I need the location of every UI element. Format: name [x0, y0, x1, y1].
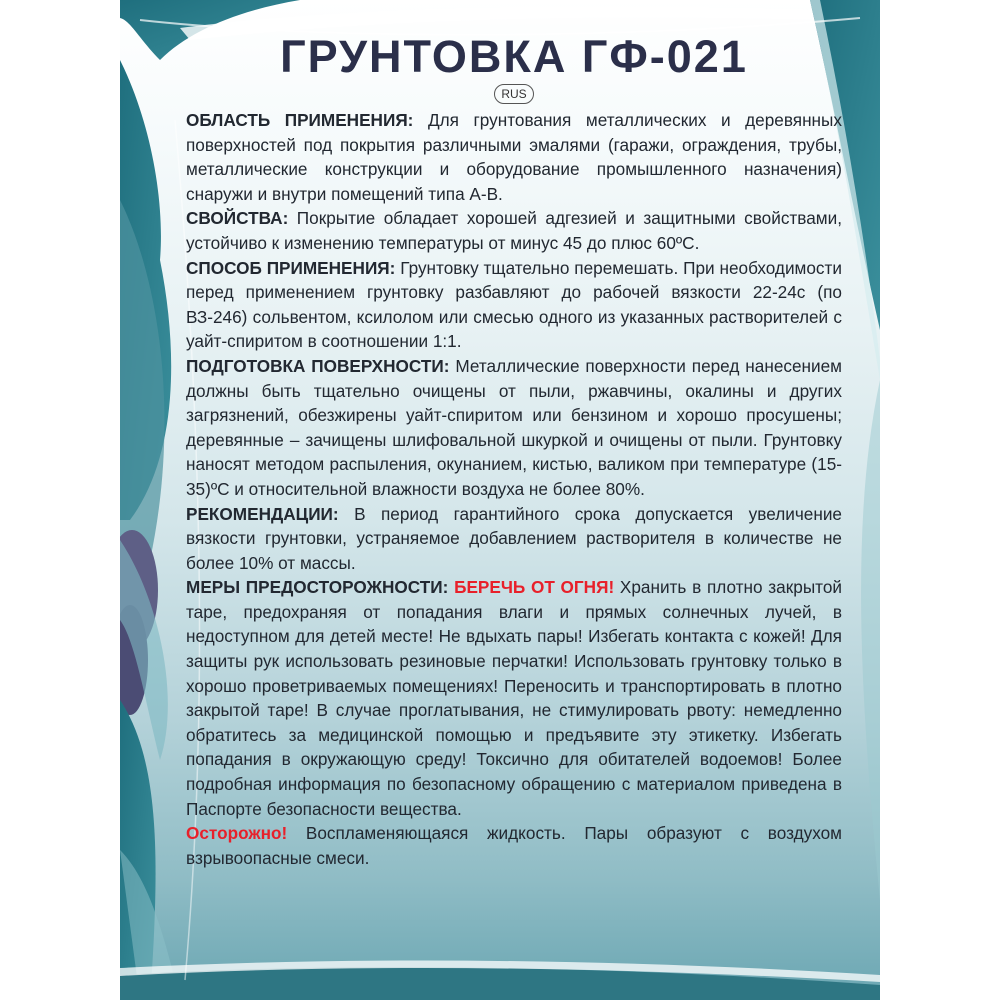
section-application	[186, 108, 842, 206]
section-heading: РЕКОМЕНДАЦИИ:	[186, 503, 339, 524]
caution-warning: Осторожно!	[186, 823, 288, 844]
section-properties	[186, 206, 842, 255]
language-badge-row	[186, 84, 842, 108]
section-method	[186, 256, 842, 354]
section-text: Грунтовку тщательно перемешать. При необходимости перед применением грунтовку разбавляют до рабочей вязкости 22-24с (по ВЗ-246) сольвентом, ксилолом или смесью одного из указанных растворителей с уайт-спиритом в соотношении 1:1.	[186, 257, 842, 352]
section-text: В период гарантийного срока допускается увеличение вязкости грунтовки, устраняемое добавлением растворителя в количестве не более 10% от массы.	[186, 503, 842, 573]
section-caution	[186, 821, 842, 870]
section-heading: ОБЛАСТЬ ПРИМЕНЕНИЯ:	[186, 110, 414, 130]
label-content	[186, 30, 842, 870]
section-text: Покрытие обладает хорошей адгезией и защитными свойствами, устойчиво к изменению температуры от минус 45 до плюс 60ºС.	[186, 208, 842, 253]
section-heading: МЕРЫ ПРЕДОСТОРОЖНОСТИ:	[186, 577, 449, 598]
section-heading: СПОСОБ ПРИМЕНЕНИЯ:	[186, 257, 396, 278]
section-text: Для грунтования металлических и деревянных поверхностей под покрытия различными эмалями (гаражи, ограждения, трубы, металлические конструкции и оборудование промышленного назначения) снаружи и внутри помещений типа А-В.	[186, 110, 842, 204]
product-title: ГРУНТОВКА ГФ-021	[280, 31, 748, 82]
section-text: Воспламеняющаяся жидкость. Пары образуют с воздухом взрывоопасные смеси.	[186, 823, 842, 868]
fire-warning: БЕРЕЧЬ ОТ ОГНЯ!	[448, 577, 615, 598]
section-heading: ПОДГОТОВКА ПОВЕРХНОСТИ:	[186, 355, 450, 376]
language-badge: RUS	[494, 84, 533, 104]
section-precautions	[186, 575, 842, 821]
section-text: Хранить в плотно закрытой таре, предохраняя от попадания влаги и прямых солнечных лучей, в недоступном для детей месте! Не вдыхать пары! Избегать контакта с кожей! Для защиты рук использовать резиновые перчатки! Использовать грунтовку только в хорошо проветриваемых помещениях! Переносить и транспортировать в плотно закрытой таре! В случае проглатывания, не стимулировать рвоту: немедленно обратитесь за медицинской помощью и предъявите эту этикетку. Избегать попадания в окружающую среду! Токсично для обитателей водоемов! Более подробная информация по безопасному обращению с материалом приведена в Паспорте безопасности вещества.	[186, 577, 843, 819]
product-label	[120, 0, 880, 1000]
section-text: Металлические поверхности перед нанесением должны быть тщательно очищены от пыли, ржавчины, окалины и других загрязнений, обезжирены уайт-спиритом или бензином и хорошо просушены; деревянные – зачищены шлифовальной шкуркой и очищены от пыли. Грунтовку наносят методом распыления, окунанием, кистью, валиком при температуре (15-35)ºС и относительной влажности воздуха не более 80%.	[186, 355, 842, 499]
section-heading: СВОЙСТВА:	[186, 208, 289, 229]
section-surface-prep	[186, 354, 842, 502]
section-recommendations	[186, 502, 842, 576]
